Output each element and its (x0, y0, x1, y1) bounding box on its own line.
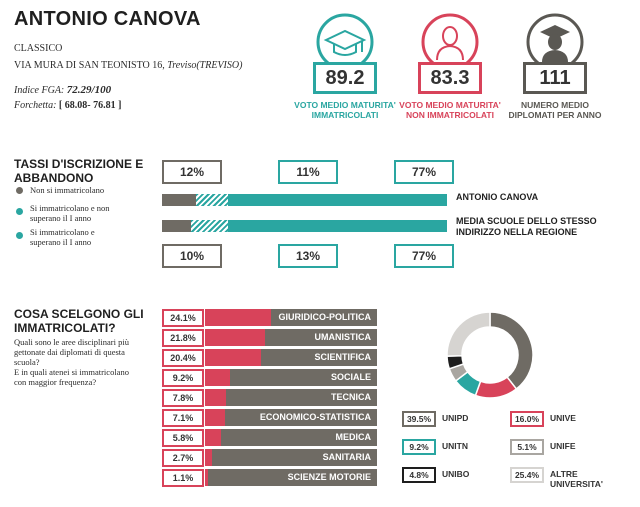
area-bar-fill (205, 389, 226, 406)
university-pct: 39.5% (402, 411, 436, 427)
address-city: Treviso(TREVISO) (167, 60, 243, 71)
area-bar (205, 469, 377, 486)
school-not-enrolled-pct: 12% (162, 160, 222, 184)
area-pct: 20.4% (162, 349, 204, 367)
area-name: ECONOMICO-STATISTICA (259, 412, 371, 422)
area-name: UMANISTICA (314, 332, 371, 342)
university-pct: 16.0% (510, 411, 544, 427)
university-pct: 5.1% (510, 439, 544, 455)
area-bar (205, 309, 377, 326)
area-name: GIURIDICO-POLITICA (278, 312, 371, 322)
area-bar (205, 389, 377, 406)
school-title: ANTONIO CANOVA (14, 8, 201, 30)
kpi-non-immatricolati (395, 10, 505, 120)
bar-segment-enrolled-fail (196, 194, 227, 206)
area-pct: 7.8% (162, 389, 204, 407)
university-name: UNIVE (550, 413, 576, 423)
legend-enrolled-fail: Si immatricolano e non superano il I anno (30, 203, 110, 223)
area-bar (205, 449, 377, 466)
bar-segment-not-enrolled (162, 220, 191, 232)
area-name: SOCIALE (330, 372, 371, 382)
kpi-label: NUMERO MEDIO DIPLOMATI PER ANNO (508, 100, 602, 120)
kpi-immatricolati (290, 10, 400, 120)
school-enrolled-fail-pct: 11% (278, 160, 338, 184)
universities-donut (445, 310, 535, 400)
area-name: SCIENTIFICA (314, 352, 371, 362)
forchetta-value: [ 68.08- 76.81 ] (58, 100, 122, 111)
area-bar-fill (205, 449, 212, 466)
address-street: VIA MURA DI SAN TEONISTO 16, (14, 60, 165, 71)
area-bar-fill (205, 349, 261, 366)
fga-index (14, 84, 111, 96)
area-name: SANITARIA (322, 452, 371, 462)
average-bar-label: MEDIA SCUOLE DELLO STESSO INDIRIZZO NELLA REGIONE (456, 216, 597, 237)
area-bar (205, 369, 377, 386)
school-bar-label: ANTONIO CANOVA (456, 192, 539, 202)
bar-segment-enrolled-fail (191, 220, 228, 232)
tassi-title: TASSI D'ISCRIZIONE E ABBANDONO (14, 157, 144, 185)
fga-label: Indice FGA: (14, 85, 65, 96)
legend-dot-enrolled-pass (16, 232, 23, 239)
kpi-value: 111 (523, 62, 587, 94)
area-pct: 9.2% (162, 369, 204, 387)
area-bar (205, 429, 377, 446)
average-enrolled-pass-pct: 77% (394, 244, 454, 268)
area-name: MEDICA (335, 432, 371, 442)
area-pct: 21.8% (162, 329, 204, 347)
area-name: TECNICA (331, 392, 371, 402)
area-pct: 1.1% (162, 469, 204, 487)
legend-dot-not-enrolled (16, 187, 23, 194)
donut-slice-unive (475, 377, 516, 398)
scelte-title: COSA SCELGONO GLI IMMATRICOLATI? (14, 307, 144, 335)
area-name: SCIENZE MOTORIE (287, 472, 371, 482)
university-pct: 4.8% (402, 467, 436, 483)
bar-segment-not-enrolled (162, 194, 196, 206)
forchetta-label: Forchetta: (14, 100, 57, 111)
kpi-label: VOTO MEDIO MATURITA' NON IMMATRICOLATI (399, 100, 501, 120)
kpi-diplomati (500, 10, 610, 120)
area-bar-fill (205, 369, 230, 386)
school-address (14, 60, 242, 71)
university-name: UNIFE (550, 441, 576, 451)
bar-segment-enrolled-pass (228, 220, 447, 232)
area-bar (205, 329, 377, 346)
legend-not-enrolled: Non si immatricolano (30, 185, 105, 195)
university-name: ALTRE UNIVERSITA' (550, 469, 603, 489)
area-pct: 2.7% (162, 449, 204, 467)
legend-dot-enrolled-fail (16, 208, 23, 215)
university-name: UNITN (442, 441, 468, 451)
legend-enrolled-pass: Si immatricolano e superano il I anno (30, 227, 95, 247)
area-bar-fill (205, 309, 271, 326)
area-bar-fill (205, 429, 221, 446)
kpi-label: VOTO MEDIO MATURITA' IMMATRICOLATI (294, 100, 396, 120)
area-bar (205, 349, 377, 366)
area-bar (205, 409, 377, 426)
donut-slice-altre (447, 312, 490, 356)
donut-slice-unipd (490, 312, 533, 389)
area-pct: 7.1% (162, 409, 204, 427)
kpi-value: 89.2 (313, 62, 377, 94)
university-pct: 25.4% (510, 467, 544, 483)
area-pct: 5.8% (162, 429, 204, 447)
forchetta (14, 100, 121, 111)
fga-value: 72.29/100 (66, 84, 112, 96)
university-pct: 9.2% (402, 439, 436, 455)
school-type: CLASSICO (14, 43, 63, 54)
kpi-value: 83.3 (418, 62, 482, 94)
area-bar-fill (205, 329, 265, 346)
average-enrolled-fail-pct: 13% (278, 244, 338, 268)
university-name: UNIPD (442, 413, 469, 423)
bar-segment-enrolled-pass (228, 194, 447, 206)
scelte-questions: Quali sono le aree disciplinari più gettonate dai diplomati di questa scuola? E in quali atenei si immatricolano con maggior frequenza? (14, 337, 129, 387)
school-stacked-bar (162, 194, 447, 206)
average-not-enrolled-pct: 10% (162, 244, 222, 268)
university-name: UNIBO (442, 469, 470, 479)
average-stacked-bar (162, 220, 447, 232)
area-pct: 24.1% (162, 309, 204, 327)
area-bar-fill (205, 409, 225, 426)
school-enrolled-pass-pct: 77% (394, 160, 454, 184)
area-bar-fill (205, 469, 208, 486)
